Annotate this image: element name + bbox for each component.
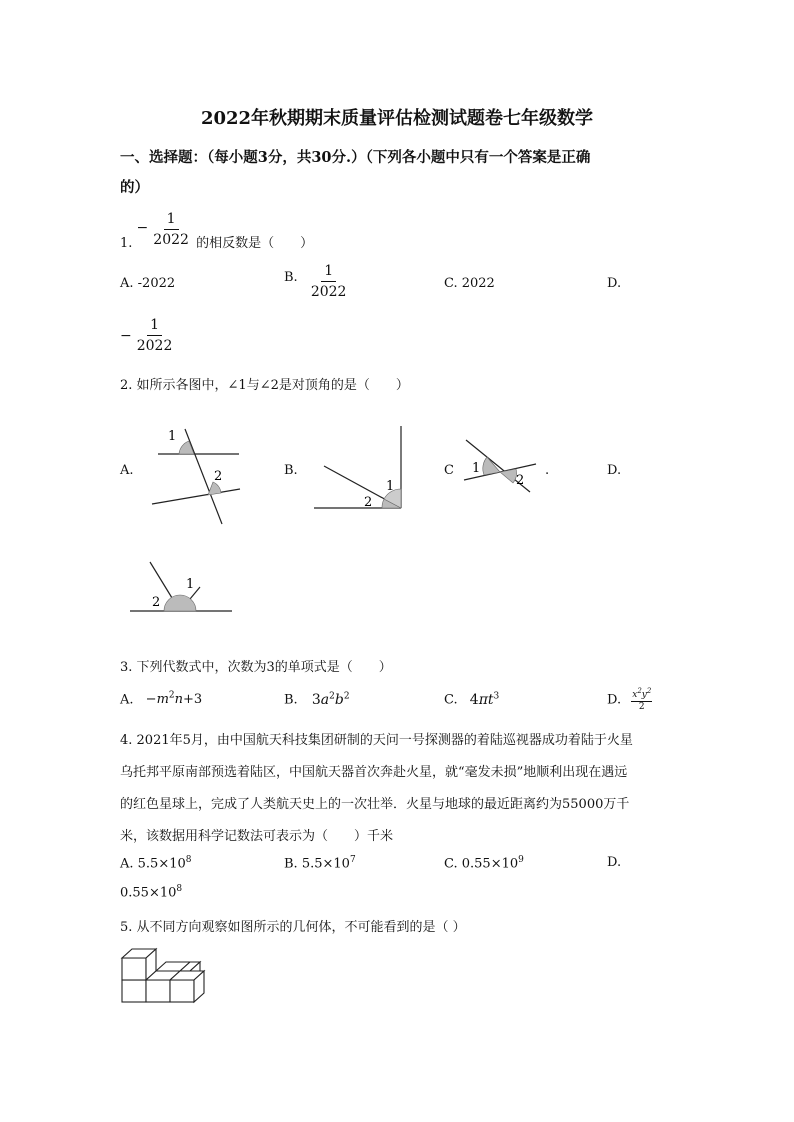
q2-option-d[interactable]: D.: [607, 463, 622, 478]
q3-stem: 3. 下列代数式中，次数为3的单项式是（ ）: [120, 660, 392, 675]
svg-text:2: 2: [152, 595, 161, 610]
q3-option-c[interactable]: C. $4\pi t^3$: [444, 691, 500, 708]
svg-text:1: 1: [186, 577, 195, 592]
section-heading: 一、选择题：（每小题3分，共30分.）（下列各小题中只有一个答案是正确: [120, 149, 591, 166]
q3-option-a[interactable]: A. $-m^2n+3$: [120, 691, 203, 708]
q1-stem-text: 的相反数是（ ）: [196, 236, 314, 251]
q2-figure-a: [144, 418, 248, 528]
q4-line-3: 的红色星球上，完成了人类航天史上的一次壮举．火星与地球的最近距离约为55000万千: [120, 797, 630, 812]
q4-option-c[interactable]: C. $0.55\times 10^9$: [444, 855, 524, 872]
svg-text:1: 1: [386, 479, 395, 494]
q1-option-d-label[interactable]: D.: [607, 276, 622, 291]
angle-1-label: 1: [168, 429, 177, 444]
q4-option-d[interactable]: $0.55\times 10^8$: [120, 884, 183, 901]
page-title: 2022年秋期期末质量评估检测试题卷七年级数学: [200, 108, 594, 129]
q2-option-c-dot: .: [545, 463, 550, 478]
q4-option-b[interactable]: B. $5.5\times 10^7$: [284, 855, 356, 872]
q4-line-2: 乌托邦平原南部预选着陆区，中国航天器首次奔赴火星，就“毫发未损”地顺利出现在遇远: [120, 765, 628, 780]
q2-option-c[interactable]: C: [444, 463, 454, 478]
q2-figure-d: [128, 556, 238, 616]
q1-option-a[interactable]: A. -2022: [120, 276, 176, 291]
svg-text:2: 2: [364, 495, 373, 510]
q2-option-b[interactable]: B.: [284, 463, 298, 478]
q1-option-c[interactable]: C. 2022: [444, 276, 495, 291]
angle-2-label: 2: [214, 469, 223, 484]
q1-fraction: $\frac{1}{2022}$: [153, 211, 189, 248]
q4-line-1: 4. 2021年5月，由中国航天科技集团研制的天问一号探测器的着陆巡视器成功着陆于火星: [120, 733, 633, 748]
q5-cube-solid: [118, 945, 208, 1015]
q4-option-d-label[interactable]: D.: [607, 855, 622, 870]
q2-option-a[interactable]: A.: [120, 463, 134, 478]
section-heading-cont: 的）: [120, 179, 149, 196]
q2-stem: 2. 如所示各图中，∠1与∠2是对顶角的是（ ）: [120, 378, 409, 393]
q4-option-a[interactable]: A. $5.5\times 10^8$: [120, 855, 192, 872]
q5-stem: 5. 从不同方向观察如图所示的几何体，不可能看到的是（ ）: [120, 920, 466, 935]
q2-figure-c: [458, 434, 544, 496]
svg-text:2: 2: [516, 473, 525, 488]
q1-option-d[interactable]: − $\frac{1}{2022}$: [120, 317, 173, 354]
q2-figure-b: [310, 424, 410, 514]
q1-option-b[interactable]: B. $\frac{1}{2022}$: [284, 263, 347, 300]
q3-option-b[interactable]: B. $3a^2b^2$: [284, 691, 350, 708]
q3-option-d[interactable]: D. $\frac{x^2y^2}{2}$: [607, 687, 652, 712]
q1-stem: 1. − $\frac{1}{2022}$ 的相反数是（ ）: [120, 211, 314, 251]
svg-text:1: 1: [472, 461, 481, 476]
q4-line-4: 米，该数据用科学记数法可表示为（ ）千米: [120, 829, 394, 844]
q1-number: 1.: [120, 236, 133, 251]
